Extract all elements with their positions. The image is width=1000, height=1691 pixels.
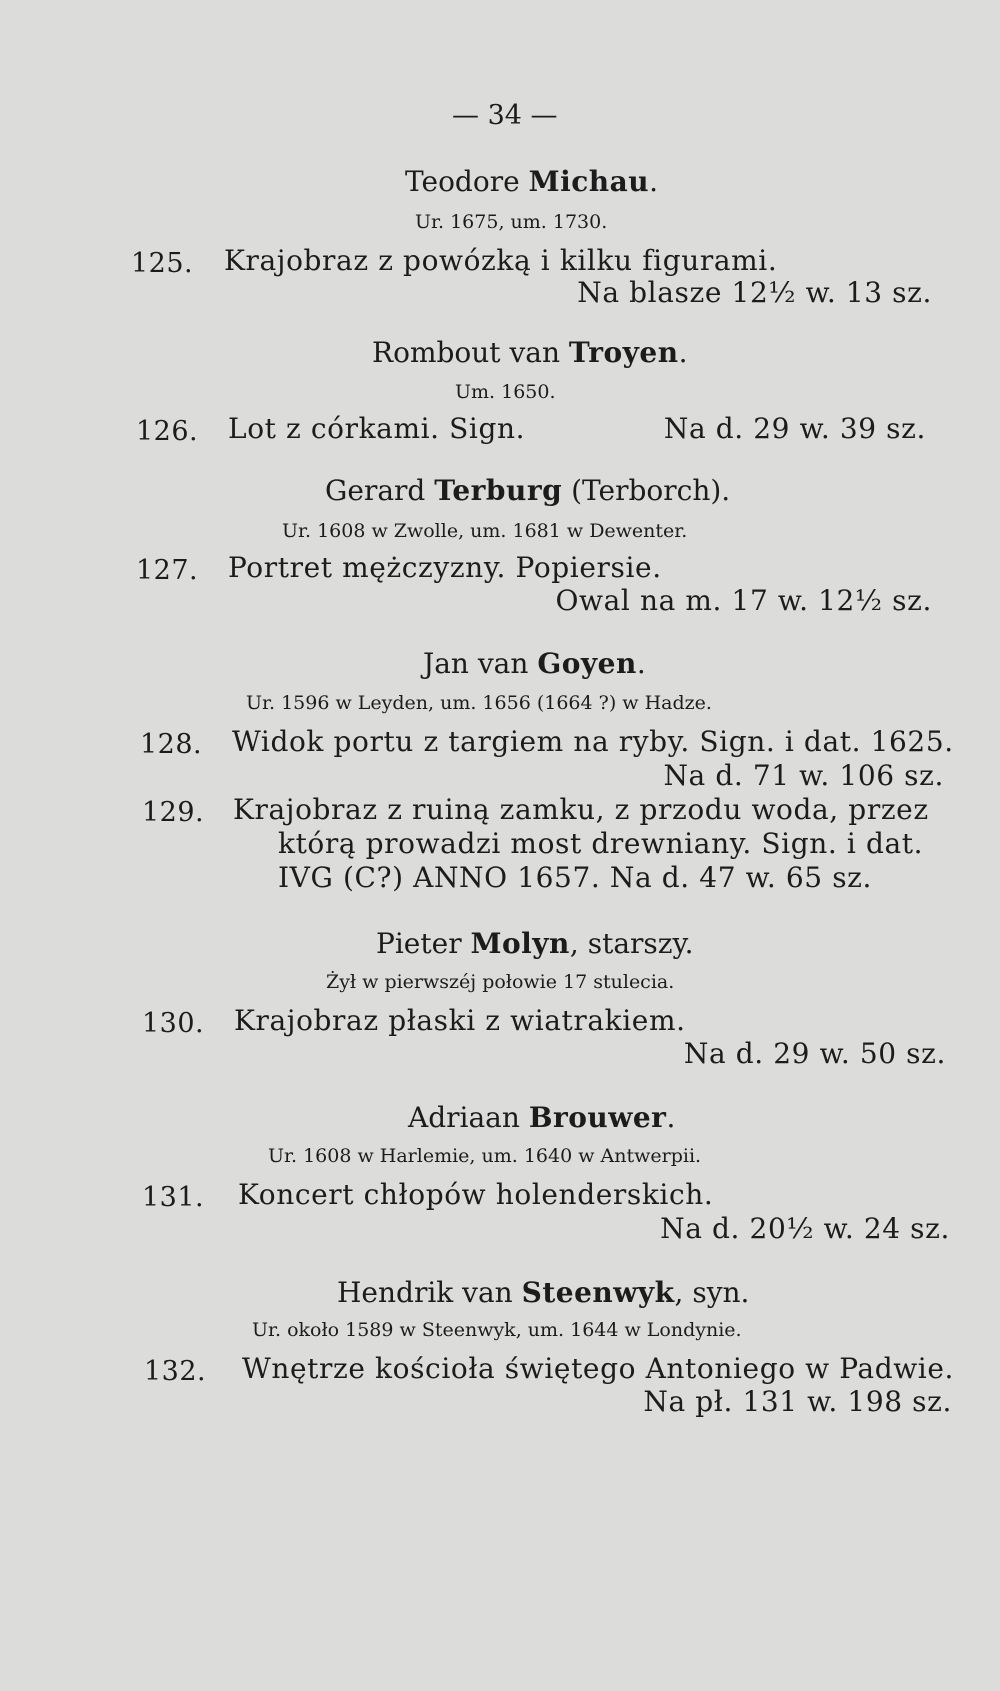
page-number: — 34 — <box>452 100 558 131</box>
entry-title: Wnętrze kościoła świętego Antoniego w Padwie. <box>242 1352 955 1385</box>
artist-suffix: . <box>678 336 688 369</box>
artist-bio: Ur. około 1589 w Steenwyk, um. 1644 w Londynie. <box>252 1319 742 1341</box>
artist-suffix: . <box>636 647 646 680</box>
entry-number: 125. <box>131 248 194 279</box>
artist-last-name: Goyen <box>537 647 637 680</box>
entry-dimensions: Na blasze 12½ w. 13 sz. <box>577 276 932 309</box>
entry-title: Widok portu z targiem na ryby. Sign. i dat. 1625. <box>232 725 954 758</box>
artist-first-name: Jan van <box>423 647 529 680</box>
entry-number: 126. <box>136 416 199 447</box>
entry-title: Portret mężczyzny. Popiersie. <box>228 551 662 584</box>
entry-dimensions: Na pł. 131 w. 198 sz. <box>643 1385 952 1418</box>
artist-heading <box>408 1101 676 1134</box>
entry-number: 132. <box>144 1356 207 1387</box>
entry-title: Krajobraz płaski z wiatrakiem. <box>234 1004 686 1037</box>
artist-suffix: , starszy. <box>569 927 694 960</box>
artist-bio: Żył w pierwszéj połowie 17 stulecia. <box>326 971 675 993</box>
artist-heading <box>405 165 659 198</box>
artist-heading <box>337 1276 750 1309</box>
artist-suffix: . <box>666 1101 676 1134</box>
entry-number: 129. <box>142 797 205 828</box>
entry-number: 127. <box>136 555 199 586</box>
entry-number: 128. <box>140 729 203 760</box>
entry-title: Koncert chłopów holenderskich. <box>238 1178 714 1211</box>
artist-heading <box>325 474 731 507</box>
entry-dimensions: Na d. 29 w. 50 sz. <box>683 1037 946 1070</box>
artist-first-name: Hendrik van <box>337 1276 513 1309</box>
entry-text-line: którą prowadzi most drewniany. Sign. i dat. <box>278 827 924 860</box>
artist-bio: Ur. 1608 w Harlemie, um. 1640 w Antwerpii. <box>268 1145 702 1167</box>
artist-first-name: Adriaan <box>408 1101 520 1134</box>
artist-bio: Ur. 1675, um. 1730. <box>415 211 608 233</box>
artist-first-name: Pieter <box>376 927 462 960</box>
artist-heading <box>376 927 694 960</box>
artist-last-name: Steenwyk <box>521 1276 675 1309</box>
artist-bio: Um. 1650. <box>455 381 556 403</box>
entry-title: Krajobraz z powózką i kilku figurami. <box>224 244 778 277</box>
artist-last-name: Brouwer <box>528 1101 667 1134</box>
entry-dimensions: Owal na m. 17 w. 12½ sz. <box>555 584 932 617</box>
entry-dimensions: Na d. 29 w. 39 sz. <box>663 412 926 445</box>
entry-dimensions: Na d. 20½ w. 24 sz. <box>660 1212 950 1245</box>
artist-suffix: , syn. <box>674 1276 750 1309</box>
artist-first-name: Teodore <box>405 165 520 198</box>
entry-text-line: IVG (C?) ANNO 1657. Na d. 47 w. 65 sz. <box>278 861 873 894</box>
artist-bio: Ur. 1596 w Leyden, um. 1656 (1664 ?) w Hadze. <box>246 692 712 714</box>
entry-dimensions: Na d. 71 w. 106 sz. <box>663 759 944 792</box>
entry-title: Lot z córkami. Sign. <box>228 412 526 445</box>
artist-suffix: (Terborch). <box>562 474 731 507</box>
entry-number: 131. <box>142 1182 205 1213</box>
artist-last-name: Terburg <box>434 474 563 507</box>
artist-suffix: . <box>649 165 659 198</box>
artist-heading <box>423 647 646 680</box>
entry-number: 130. <box>142 1008 205 1039</box>
artist-first-name: Rombout van <box>372 336 561 369</box>
artist-bio: Ur. 1608 w Zwolle, um. 1681 w Dewenter. <box>282 520 688 542</box>
artist-last-name: Molyn <box>470 927 570 960</box>
artist-last-name: Michau <box>528 165 650 198</box>
artist-first-name: Gerard <box>325 474 426 507</box>
entry-title: Krajobraz z ruiną zamku, z przodu woda, przez <box>233 793 929 826</box>
artist-last-name: Troyen <box>568 336 679 369</box>
artist-heading <box>372 336 688 369</box>
